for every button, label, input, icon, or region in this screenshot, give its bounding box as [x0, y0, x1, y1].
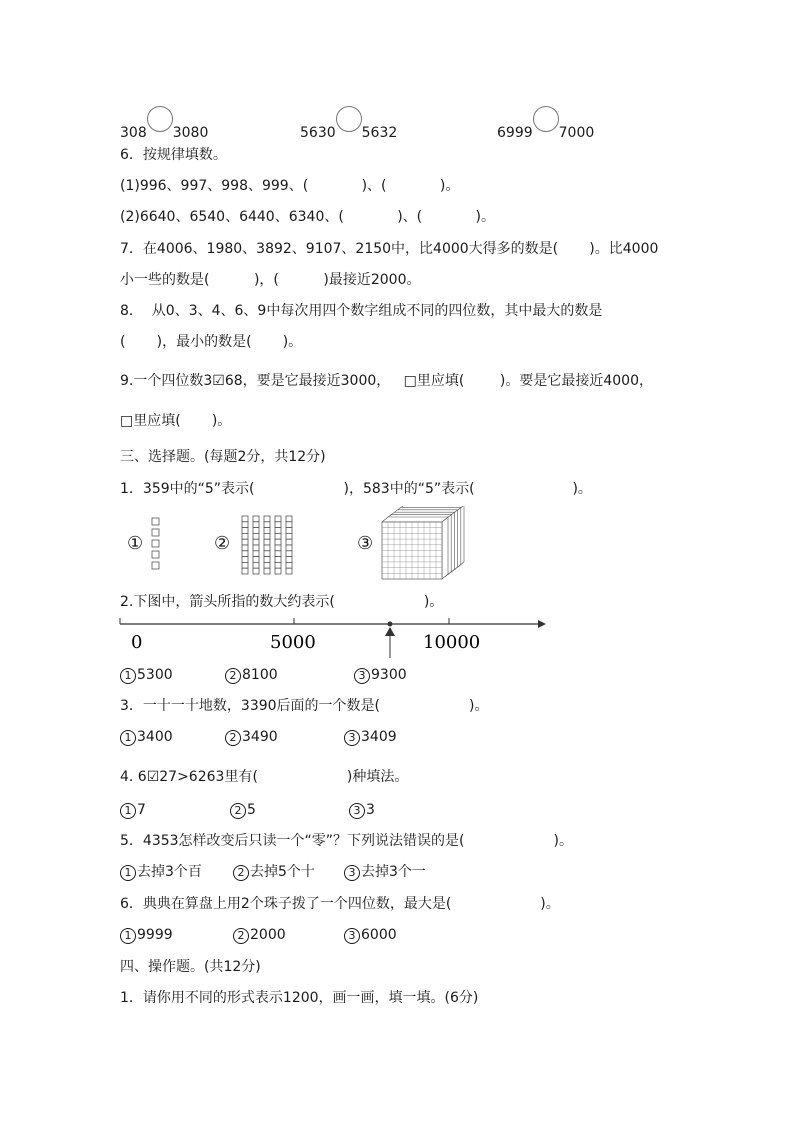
q6-part2: (2)6640、6540、6440、6340、( )、( )。	[120, 209, 495, 225]
compare-circle[interactable]	[147, 106, 173, 132]
rod-unit	[253, 528, 259, 534]
option-number-circle: 3	[354, 668, 370, 684]
compare-left: 308	[120, 125, 147, 141]
rod-unit	[264, 533, 270, 539]
choice-q6: 6．典典在算盘上用2个珠子拨了一个四位数，最大是( )。	[120, 896, 560, 912]
option-value: 3490	[242, 729, 278, 745]
rod-unit	[242, 568, 248, 574]
rod-unit	[242, 562, 248, 568]
number-line-point	[388, 622, 393, 627]
rod-unit	[264, 557, 270, 563]
section4-heading: 四、操作题。(共12分)	[120, 959, 261, 975]
choice-q3: 3．一十一十地数，3390后面的一个数是( )。	[120, 698, 489, 714]
rod-unit	[275, 528, 281, 534]
rod-unit	[286, 568, 292, 574]
choice-q4: 4. 6☑27>6263里有( )种填法。	[120, 769, 409, 785]
rod-unit	[253, 568, 259, 574]
option-c5-3[interactable]	[344, 863, 426, 881]
option-value: 9300	[371, 667, 407, 683]
compare-item-3	[497, 114, 594, 142]
rod-unit	[264, 545, 270, 551]
choice-q5: 5．4353怎样改变后只读一个“零”？下列说法错误的是( )。	[120, 833, 573, 849]
q9-line2: □里应填( )。	[120, 413, 232, 429]
q8-line2: ( )，最小的数是( )。	[120, 334, 303, 350]
q7-line2: 小一些的数是( )，( )最接近2000。	[120, 272, 421, 288]
compare-circle[interactable]	[533, 106, 559, 132]
rod-unit	[253, 562, 259, 568]
rod-unit	[275, 516, 281, 522]
compare-right: 3080	[172, 125, 209, 141]
compare-left: 6999	[497, 125, 533, 141]
rod-unit	[264, 562, 270, 568]
rod-unit	[286, 551, 292, 557]
rod-unit	[242, 528, 248, 534]
option-c5-2[interactable]	[233, 863, 315, 881]
rod-unit	[253, 551, 259, 557]
option-c6-3[interactable]	[344, 926, 397, 944]
option-number-circle: 3	[349, 803, 365, 819]
rod-unit	[264, 516, 270, 522]
tick-label-5000: 5000	[270, 632, 316, 653]
option-value: 3409	[361, 729, 397, 745]
option-value: 9999	[137, 927, 173, 943]
rod-unit	[242, 545, 248, 551]
option-c4-2[interactable]	[230, 801, 256, 819]
rod-unit	[264, 568, 270, 574]
rod-unit	[264, 551, 270, 557]
number-line	[118, 614, 548, 666]
option-c3-3[interactable]	[344, 728, 397, 746]
option-value: 8100	[242, 667, 278, 683]
rod-unit	[275, 557, 281, 563]
option-number-circle: 1	[120, 803, 136, 819]
rod-unit	[253, 539, 259, 545]
section3-heading: 三、选择题。(每题2分，共12分)	[120, 449, 326, 465]
option-number-circle: 1	[120, 730, 136, 746]
option-value: 5300	[137, 667, 173, 683]
rod-unit	[253, 522, 259, 528]
option-number-circle: 3	[344, 928, 360, 944]
option-c6-1[interactable]	[120, 926, 173, 944]
compare-item-1	[120, 114, 208, 142]
rod-unit	[275, 533, 281, 539]
tick-label-10000: 10000	[423, 632, 481, 653]
option-c5-1[interactable]	[120, 863, 202, 881]
tens-rods-figure	[238, 514, 300, 576]
figure-label-1: ①	[127, 533, 144, 554]
option-number-circle: 1	[120, 865, 136, 881]
option-value: 5	[247, 802, 256, 818]
q6-part1: (1)996、997、998、999、( )、( )。	[120, 178, 460, 194]
option-c4-3[interactable]	[349, 801, 375, 819]
option-value: 3	[366, 802, 375, 818]
tick-label-0: 0	[131, 632, 143, 653]
q9-line1: 9.一个四位数3☑68，要是它最接近3000， □里应填( )。要是它最接近4000，	[120, 373, 653, 389]
choice-q1: 1．359中的“5”表示( )，583中的“5”表示( )。	[120, 481, 592, 497]
option-number-circle: 3	[344, 865, 360, 881]
option-number-circle: 1	[120, 668, 136, 684]
rod-unit	[275, 539, 281, 545]
rod-unit	[242, 539, 248, 545]
rod-unit	[253, 557, 259, 563]
ones-cubes-figure	[150, 510, 170, 574]
option-c3-1[interactable]	[120, 728, 173, 746]
rod-unit	[275, 522, 281, 528]
compare-right: 7000	[558, 125, 595, 141]
option-number-circle: 2	[225, 668, 241, 684]
option-c4-1[interactable]	[120, 801, 146, 819]
option-value: 2000	[250, 927, 286, 943]
option-value: 去掉3个百	[137, 864, 202, 880]
option-value: 6000	[361, 927, 397, 943]
option-value: 7	[137, 802, 146, 818]
option-c6-2[interactable]	[233, 926, 286, 944]
rod-unit	[275, 568, 281, 574]
operation-q1: 1．请你用不同的形式表示1200，画一画，填一填。(6分)	[120, 990, 479, 1006]
rod-unit	[264, 539, 270, 545]
thousands-cubes-figure	[380, 506, 480, 582]
rod-unit	[242, 516, 248, 522]
thousand-cube	[382, 517, 448, 579]
compare-circle[interactable]	[336, 106, 362, 132]
option-c2-2[interactable]	[225, 666, 278, 684]
compare-right: 5632	[361, 125, 398, 141]
rod-unit	[286, 557, 292, 563]
option-c2-1[interactable]	[120, 666, 173, 684]
option-number-circle: 2	[225, 730, 241, 746]
rod-unit	[242, 522, 248, 528]
arrow-up-icon	[385, 627, 395, 636]
rod-unit	[253, 533, 259, 539]
figure-label-2: ②	[214, 533, 231, 554]
rod-unit	[286, 516, 292, 522]
q7-line1: 7．在4006、1980、3892、9107、2150中，比4000大得多的数是( )。比4000	[120, 241, 659, 257]
option-number-circle: 2	[230, 803, 246, 819]
rod-unit	[286, 545, 292, 551]
rod-unit	[286, 528, 292, 534]
q8-line1: 8． 从0、3、4、6、9中每次用四个数字组成不同的四位数，其中最大的数是	[120, 303, 603, 319]
option-value: 去掉3个一	[361, 864, 426, 880]
rod-unit	[264, 528, 270, 534]
option-c3-2[interactable]	[225, 728, 278, 746]
compare-item-2	[300, 114, 397, 142]
figure-label-3: ③	[357, 533, 374, 554]
q6-title: 6．按规律填数。	[120, 147, 227, 163]
rod-unit	[264, 522, 270, 528]
option-c2-3[interactable]	[354, 666, 407, 684]
rod-unit	[286, 533, 292, 539]
rod-unit	[275, 551, 281, 557]
option-number-circle: 3	[344, 730, 360, 746]
option-number-circle: 1	[120, 928, 136, 944]
rod-unit	[253, 545, 259, 551]
option-number-circle: 2	[233, 865, 249, 881]
option-number-circle: 2	[233, 928, 249, 944]
rod-unit	[242, 551, 248, 557]
rod-unit	[275, 545, 281, 551]
option-value: 去掉5个十	[250, 864, 315, 880]
rod-unit	[242, 533, 248, 539]
rod-unit	[286, 522, 292, 528]
rod-unit	[286, 562, 292, 568]
rod-unit	[275, 562, 281, 568]
compare-left: 5630	[300, 125, 336, 141]
option-value: 3400	[137, 729, 173, 745]
choice-q2: 2.下图中，箭头所指的数大约表示( )。	[120, 594, 444, 610]
rod-unit	[242, 557, 248, 563]
rod-unit	[253, 516, 259, 522]
rod-unit	[286, 539, 292, 545]
